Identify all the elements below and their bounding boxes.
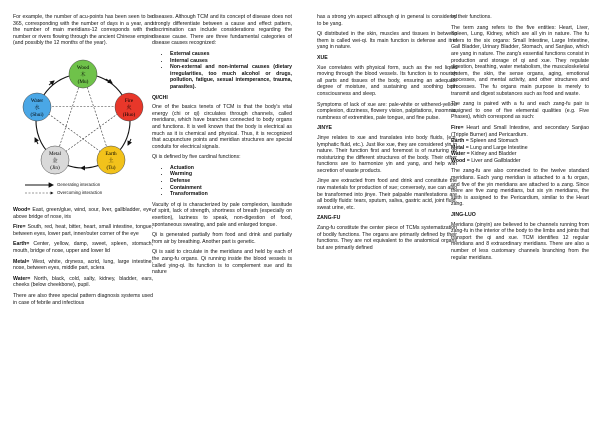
metal-name: Metal: [48, 150, 62, 157]
earth-roman: (Tu): [106, 164, 116, 171]
yin-aspect-paragraph: has a strong yin aspect although qi in general is considered to be yang.: [317, 14, 457, 27]
cause-item: • Non-external and non-internal causes (dietary irregularities, too much alcohol or drugs, pollution, fatigue, sexual intemperance, trauma, parasites).: [170, 64, 292, 90]
wood-roman: (Mu): [77, 78, 89, 85]
water-node: [23, 93, 51, 121]
intro-paragraph: For example, the number of acu-points has been seen to be 365, corresponding with the number of days in a year, and the number of main meridians-12 corresponds with the number or rivers flowing through the ancient Chinese empire (and possibly the 12 months of the year).: [13, 14, 153, 47]
metal-correspondence: Metal= West, white, dryness, acrid, lung, large intestine, nose, between eyes, middle part, sclera: [13, 258, 153, 272]
pairs-list: Fire= Heart and Small Intestine, and secondary Sanjiao (Tripple Burner) and Pericardium. Earth = Spleen and Stomach Metal = Lung and Large Intestine Water = Kidney and Bladder Wood = Liver and Gallbladder: [451, 124, 589, 164]
function-item: • Actuation: [170, 165, 292, 172]
meridian-connection-paragraph: The zang-fu are also connected to the twelve standard meridians. Each yang meridian is attached to a fu organ, and five of the yin meridians are attached to a zang. Since there are five zang meridians, but six yin meridians, the sixth is assigned to the Pericardium, similar to the Heart zang.: [451, 168, 589, 208]
wood-correspondence: Wood= East, green/glue, wind, sour, liver, gallbladder, eye, above bridge of nose, iris: [13, 206, 153, 220]
fire-char: 火: [126, 104, 132, 111]
earth-char: 土: [108, 157, 114, 164]
metal-roman: (Jin): [50, 164, 60, 171]
wei-qi-paragraph: Qi distributed in the skin, muscles and tissues in between them is called wei-qi. Its main function is defense and it is yang in nature.: [317, 31, 457, 51]
earth-correspondence: Earth= Center, yellow, damp, sweet, spleen, stomach, mouth, bridge of nose, upper and lower lid: [13, 241, 153, 254]
column-2: [152, 14, 292, 280]
xue-symptoms-paragraph: Symptoms of lack of xue are: pale-white or withered-yellow complexion, dizziness, flowery vision, palpitations, insomnia, numbness of extremities, pale tongue, and fine pulse.: [317, 101, 457, 121]
fire-name: Fire: [124, 97, 134, 104]
legend-overcoming: Overcoming interaction: [57, 189, 103, 195]
water-name: Water: [30, 97, 44, 104]
zangfu-heading: ZANG-FU: [317, 215, 341, 222]
qi-functions-intro: Qi is defined by five cardinal functions:: [152, 154, 241, 161]
functions-continued: by their functions.: [451, 14, 492, 20]
wood-name: Wood: [76, 64, 90, 71]
qi-generation-paragraph: Qi is generated partially from food and drink and partially from air by breathing. Another part is genetic.: [152, 232, 292, 245]
fire-roman: (Huo): [122, 111, 136, 118]
qi-vacuity-paragraph: Vacuity of qi is characterized by pale complexion, lassitude of spirit, lack of strength, shortness of breath (especially on exertion), laziness to speak, non-digestion of food, spontaneous sweating, and pale and enlarged tongue.: [152, 201, 292, 228]
xue-paragraph: Xue correlates with physical form, such as the red liquid moving through the blood vessels. Its function is to nourish all parts and tissues of the body, ensuring an adequate degree of moisture, and sustaining and soothing both consciousness and sleep.: [317, 64, 457, 97]
earth-name: Earth: [105, 150, 117, 157]
qi-paragraph: One of the basics tenets of TCM is that the body's vital energy (chi or qi) circulates through channels, called meridians, which have branches connected to body organs and functions. It is well known that the body is electrical as much as it is chemical and physical. Thus, it is recognized that acupuncture points and meridian structures are special conduits for electrical signals.: [152, 104, 292, 150]
cause-item: • Internal causes: [170, 58, 292, 65]
water-correspondence: Water= North, black, cold, salty, kidney, bladder, ears, cheeks (below cheekbone), pupil.: [13, 275, 153, 289]
metal-char: 金: [52, 157, 58, 164]
pairing-intro: The zang is paired with a fu and each zang-fu pair is assigned to one of five elemental qualities (e.g. Five Phases), which correspond as such:: [451, 101, 589, 121]
jinye-heading: JINYE: [317, 125, 332, 132]
earth-node: [97, 146, 125, 174]
column-1: [13, 14, 153, 310]
function-item: • Containment: [170, 185, 292, 192]
function-item: • Warming: [170, 171, 292, 178]
qi-heading: QI/CHI: [152, 94, 168, 101]
arrow-fire-earth: [128, 139, 131, 145]
column-4: [451, 14, 589, 265]
causes-list: [152, 51, 292, 91]
water-roman: (Shui): [30, 111, 44, 118]
causes-intro: diseases. Although TCM and its concept of disease does not strongly differentiate between a cause and effect pattern, discrimination can include considerations regarding the disease cause. There are three fundamental categories of disease causes recognized:: [152, 14, 292, 47]
function-item: • Defense: [170, 178, 292, 185]
jinye-paragraph: Jinye relates to xue and translates into body fluids, (e.g. lymphatic fluid, etc.). Just like xue, they are considered yin in nature. Their function first and foremost is of nurturing an moisturizing the different structures of the body. Their other functions are to harmonize yin and yang, and help with secretion of waste products.: [317, 134, 457, 174]
wood-char: 木: [80, 71, 86, 78]
five-elements-svg: [13, 51, 153, 203]
column-3: [317, 14, 457, 255]
jingluo-heading: JING-LUO: [451, 212, 476, 219]
meridians-paragraph: Meridians (pinyin) are believed to be channels running from zang-fu in the interior of the body to the limbs and joints that transport the qi and xue. TCM identifies 12 regular meridians and 8 extraordinary meridians. There are also a number of less customary channels branching from the regular meridians.: [451, 221, 589, 261]
arrow-metal-water: [35, 138, 38, 144]
xue-heading: XUE: [317, 54, 328, 61]
function-item: • Transformation: [170, 191, 292, 198]
fire-correspondence: Fire= South, red, heat, bitter, heart, small intestine, tongue, between eyes, lower part, inner/outer corner of the eye: [13, 224, 153, 237]
jinye-extraction-paragraph: Jinye are extracted from food and drink and constitute the raw materials for production of xue; conversely, xue can also be transformed into jinye. Their palpable manifestations are all bodily fluids: tears, sputum, saliva, gastric acid, joint fluid, sweat urine, etc.: [317, 178, 457, 211]
fire-node: [115, 93, 143, 121]
qi-functions-list: [152, 165, 292, 198]
legend-generating: Generating interaction: [57, 181, 101, 187]
wood-node: [69, 60, 97, 88]
zang-fu-terms-paragraph: The term zang refers to the five entities: Heart, Liver, Spleen, Lung, Kidney, which are all yin in nature. The fu refers to the six organs: Small Intestine, Large Intestine, Gall Bladder, Urinary Bladder, Stomach, and Sanjiao, which are yang in nature. The zang's essential functions consist in production and storage of qi and xue. They regulate digestion, breathing, water metabolism, the musculoskeletal system, the skin, the sense organs, aging, emotional processes, and mental activity, and other structures and processes. The fu organs main purpose is merely to transmit and digest substances such as food and waste.: [451, 24, 589, 97]
qi-circulation-paragraph: Qi is said to circulate in the meridians and held by each of the zang-fu organs. Qi running inside the blood vessels is called ying-qi. Its function is to complement xue and its nature: [152, 249, 292, 276]
water-char: 水: [34, 104, 40, 111]
five-elements-diagram: [13, 51, 153, 203]
metal-node: [41, 146, 69, 174]
cause-item: • External causes: [170, 51, 292, 58]
outro-paragraph: There are also three special pattern diagnosis systems used in case of febrile and infectious: [13, 292, 153, 306]
zangfu-paragraph: Zang-fu constitute the center piece of TCMs systematization of bodily functions. The organs are primarily defined by their functions. They are not equivalent to the anatomical organs but are primarily defined: [317, 225, 457, 251]
